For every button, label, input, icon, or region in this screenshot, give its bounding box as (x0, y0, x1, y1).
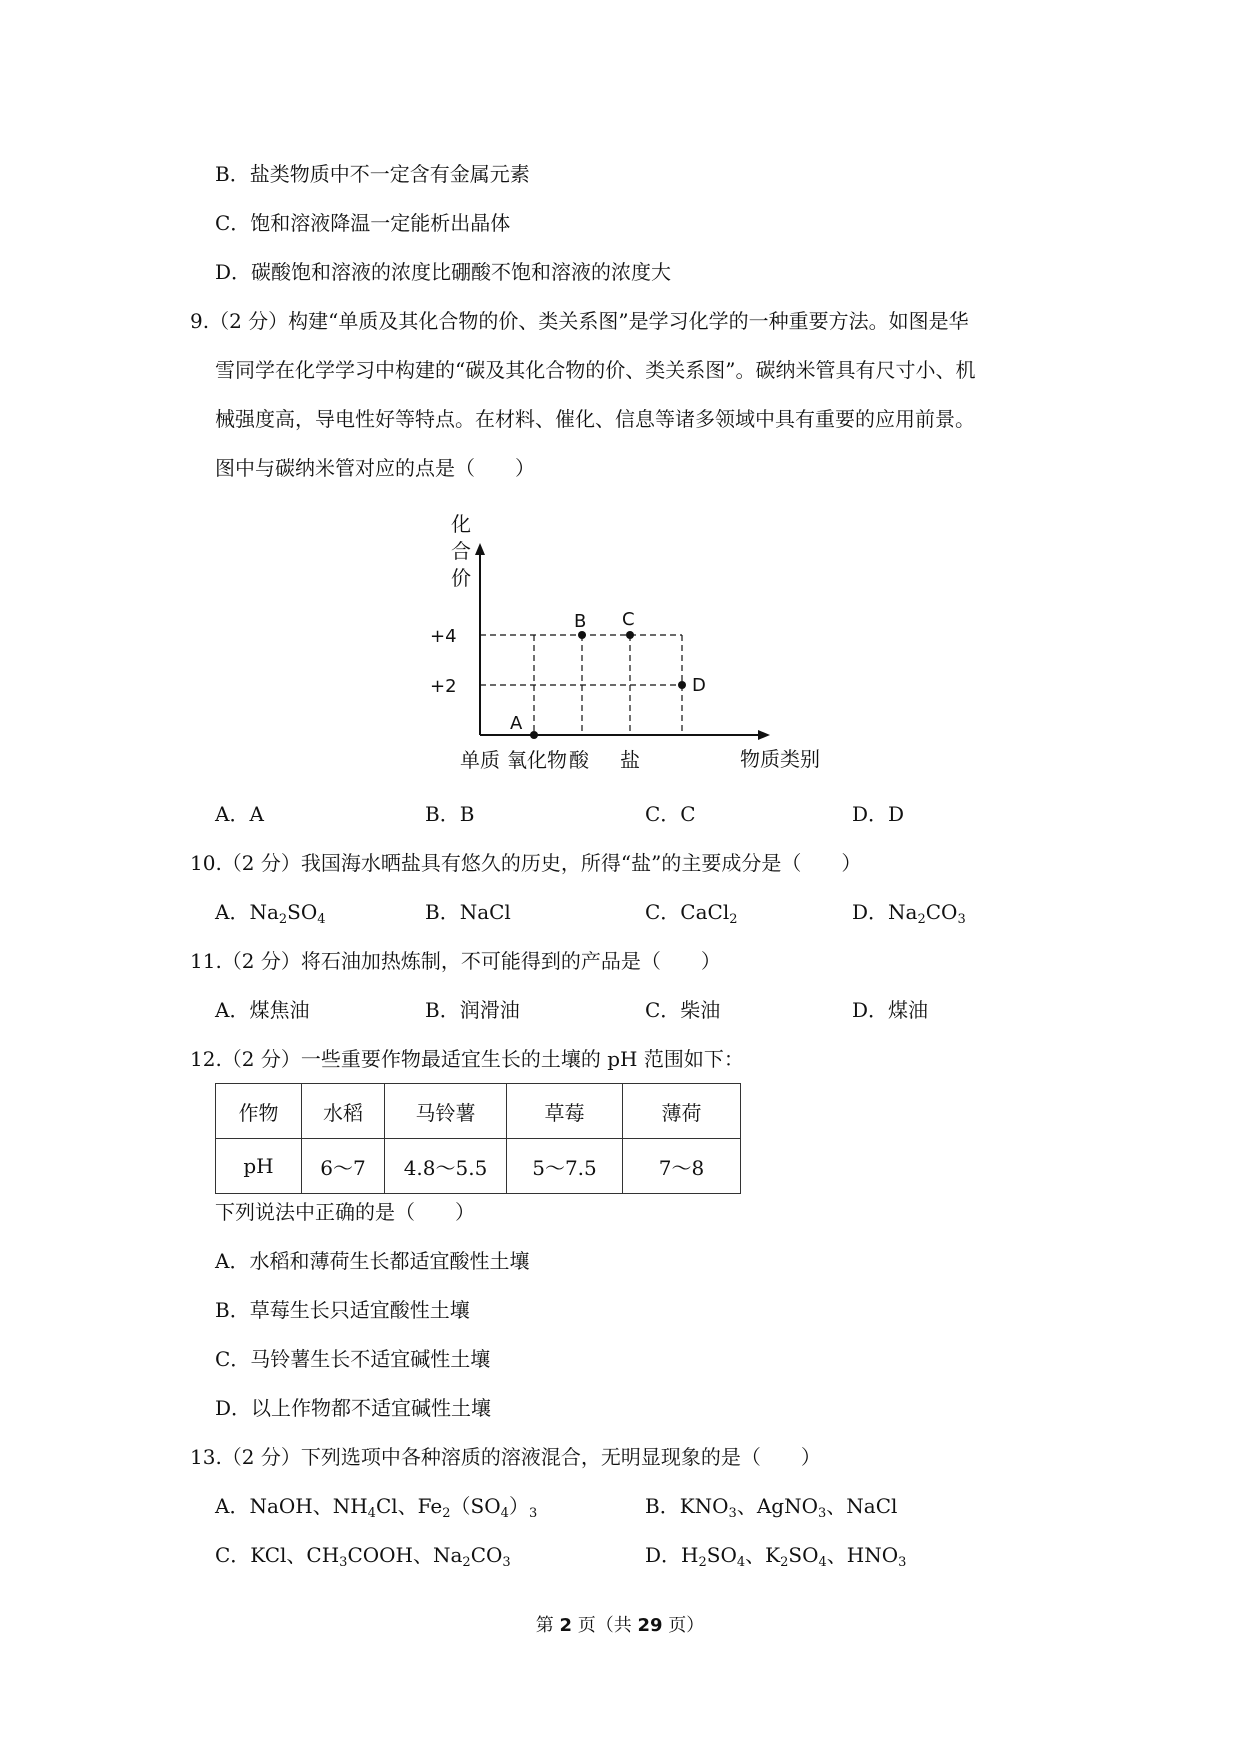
q11-option-a: A．煤焦油 (215, 998, 310, 1022)
q10-option-a: A．$Na_2SO_4$ (215, 900, 326, 927)
x-category-label: 单质 (460, 748, 500, 772)
q9-stem-line1: 9.（2 分）构建“单质及其化合物的价、类关系图”是学习化学的一种重要方法。如图是华 (190, 309, 969, 333)
q13-option-d: D．$H_2SO_4$、$K_2SO_4$、$HNO_3$ (645, 1543, 907, 1570)
q9-stem-line3: 械强度高，导电性好等特点。在材料、催化、信息等诸多领域中具有重要的应用前景。 (215, 407, 975, 431)
y-label-char: 合 (451, 539, 471, 563)
page-footer: 第 2 页（共 29 页） (535, 1615, 705, 1636)
q12-stem: 12.（2 分）一些重要作物最适宜生长的土壤的 pH 范围如下： (190, 1047, 744, 1071)
x-axis-label: 物质类别 (740, 747, 820, 771)
q9-stem-line2: 雪同学在化学学习中构建的“碳及其化合物的价、类关系图”。碳纳米管具有尺寸小、机 (215, 358, 976, 382)
table-row (216, 1139, 741, 1194)
point-label: C (622, 609, 635, 630)
q13-option-a: A．NaOH、$NH_4Cl$、$Fe_2(SO_4)_3$ (215, 1494, 538, 1521)
total-pages: 29 (637, 1615, 663, 1636)
table-cell: 7～8 (623, 1139, 741, 1194)
q11-option-c: C．柴油 (645, 998, 721, 1022)
y-axis-label (451, 512, 471, 590)
point-a (530, 731, 538, 739)
point-label: A (510, 713, 523, 734)
q9-stem-line4: 图中与碳纳米管对应的点是（ ） (215, 456, 535, 480)
table-header-cell: 水稻 (302, 1084, 385, 1139)
q13-stem: 13.（2 分）下列选项中各种溶质的溶液混合，无明显现象的是（ ） (190, 1445, 821, 1469)
point-d (678, 681, 686, 689)
y-label-char: 化 (451, 512, 471, 536)
page-number: 2 (559, 1615, 572, 1636)
q9-option-b: B．B (425, 802, 475, 826)
y-axis-arrow (475, 543, 485, 555)
table-header-cell: 草莓 (507, 1084, 623, 1139)
x-category-label: 氧化物 (507, 748, 567, 772)
x-category-label: 酸 (569, 748, 589, 772)
q13-option-b: B．$KNO_3$、AgNO$_3$、NaCl (645, 1494, 898, 1521)
y-tick-label: +4 (430, 626, 457, 647)
q12-question: 下列说法中正确的是（ ） (215, 1200, 475, 1224)
table-header-cell: 作物 (216, 1084, 302, 1139)
x-axis-arrow (758, 730, 770, 740)
q12-option-d: D．以上作物都不适宜碱性土壤 (215, 1396, 492, 1420)
q12-option-a: A．水稻和薄荷生长都适宜酸性土壤 (215, 1249, 530, 1273)
valence-category-graph (430, 505, 850, 775)
table-cell: 5～7.5 (507, 1139, 623, 1194)
table-header-cell: 马铃薯 (385, 1084, 507, 1139)
table-cell: 6～7 (302, 1139, 385, 1194)
table-cell: pH (216, 1139, 302, 1194)
q9-option-c: C．C (645, 802, 696, 826)
q8-option-c: C．饱和溶液降温一定能析出晶体 (215, 211, 511, 235)
point-c (626, 631, 634, 639)
q10-option-d: D．$Na_2CO_3$ (852, 900, 966, 927)
q9-option-a: A．A (215, 802, 264, 826)
q12-option-b: B．草莓生长只适宜酸性土壤 (215, 1298, 470, 1322)
x-category-label: 盐 (620, 748, 640, 772)
q11-option-d: D．煤油 (852, 998, 929, 1022)
table-header-cell: 薄荷 (623, 1084, 741, 1139)
q13-option-c: C．KCl、$CH_3COOH$、$Na_2CO_3$ (215, 1543, 511, 1570)
q8-option-b: B．盐类物质中不一定含有金属元素 (215, 162, 530, 186)
q12-option-c: C．马铃薯生长不适宜碱性土壤 (215, 1347, 491, 1371)
q11-stem: 11.（2 分）将石油加热炼制，不可能得到的产品是（ ） (190, 949, 721, 973)
q8-option-d: D．碳酸饱和溶液的浓度比硼酸不饱和溶液的浓度大 (215, 260, 672, 284)
point-b (578, 631, 586, 639)
table-cell: 4.8～5.5 (385, 1139, 507, 1194)
q10-stem: 10.（2 分）我国海水晒盐具有悠久的历史，所得“盐”的主要成分是（ ） (190, 851, 862, 875)
table-row (216, 1084, 741, 1139)
y-label-char: 价 (451, 566, 471, 590)
point-label: D (692, 675, 706, 696)
ph-table (215, 1083, 741, 1194)
q10-option-b: B．NaCl (425, 900, 511, 924)
y-tick-label: +2 (430, 676, 457, 697)
point-label: B (574, 611, 587, 632)
q11-option-b: B．润滑油 (425, 998, 520, 1022)
q9-option-d: D．D (852, 802, 905, 826)
q10-option-c: C．CaCl$_2$ (645, 900, 738, 927)
